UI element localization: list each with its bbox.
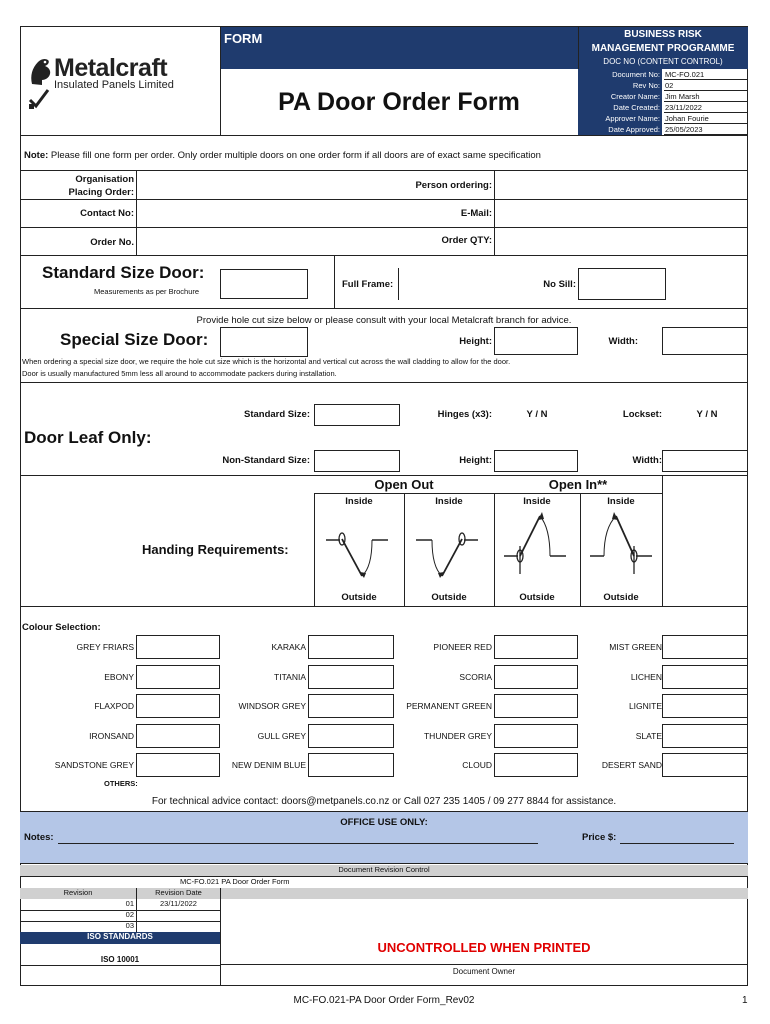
colour-label: SANDSTONE GREY <box>54 760 134 770</box>
open-out-right-diagram[interactable] <box>412 512 484 582</box>
revision-number: 01 <box>125 899 134 908</box>
special-instruction: Provide hole cut size below or please consult with your local Metalcraft branch for advice. <box>196 315 572 326</box>
leaf-height-label: Height: <box>459 455 492 466</box>
certification-mark-icon <box>28 88 50 110</box>
colour-label: NEW DENIM BLUE <box>231 760 306 770</box>
office-use-title: OFFICE USE ONLY: <box>340 817 428 828</box>
meta-label: Date Approved: <box>578 124 662 135</box>
office-notes-input[interactable] <box>58 832 538 844</box>
revision-date <box>136 910 220 921</box>
colour-label: SLATE <box>635 730 662 741</box>
leaf-width-label: Width: <box>632 455 662 466</box>
leaf-nonstandard-label: Non-Standard Size: <box>222 455 310 466</box>
email-label: E-Mail: <box>460 208 492 219</box>
outside-label-4: Outside <box>603 592 639 603</box>
meta-value: 02 <box>664 80 748 91</box>
logo-sub: Insulated Panels Limited <box>54 79 174 91</box>
document-owner-label: Document Owner <box>452 967 516 976</box>
revision-title: Document Revision Control <box>20 865 748 877</box>
person-label: Person ordering: <box>415 180 492 191</box>
colour-checkbox[interactable] <box>136 724 220 748</box>
meta-value: Jim Marsh <box>664 91 748 102</box>
office-notes-label: Notes: <box>24 832 54 843</box>
revision-number: 03 <box>125 921 134 930</box>
colour-checkbox[interactable] <box>136 753 220 777</box>
revision-doc: MC-FO.021 PA Door Order Form <box>180 877 290 886</box>
colour-checkbox[interactable] <box>662 635 748 659</box>
colour-label: THUNDER GREY <box>423 730 492 741</box>
inside-label-2: Inside <box>435 496 463 507</box>
colour-checkbox[interactable] <box>662 753 748 777</box>
logo-name: Metalcraft <box>54 54 168 82</box>
lockset-label: Lockset: <box>622 409 662 420</box>
meta-value: Johan Fourie <box>664 113 748 124</box>
colour-label: WINDSOR GREY <box>238 701 306 711</box>
hinges-label: Hinges (x3): <box>437 409 492 420</box>
revision-date: 23/11/2022 <box>136 899 220 910</box>
note-text: Please fill one form per order. Only order multiple doors on one order form if all doors are of exact same specification <box>48 150 541 161</box>
meta-label: Approver Name: <box>578 113 662 124</box>
colour-checkbox[interactable] <box>494 724 578 748</box>
lion-icon <box>26 54 56 88</box>
colour-label: CLOUD <box>462 760 492 770</box>
note-label: Note: <box>24 150 49 161</box>
programme-line2: MANAGEMENT PROGRAMME <box>591 43 735 54</box>
colour-label: LICHEN <box>630 671 662 682</box>
colour-label: GREY FRIARS <box>76 642 134 652</box>
special-height-input[interactable] <box>494 327 578 355</box>
colour-checkbox[interactable] <box>308 694 394 718</box>
colour-title: Colour Selection: <box>22 622 101 633</box>
colour-label: KARAKA <box>271 642 306 652</box>
leaf-title: Door Leaf Only: <box>24 428 152 447</box>
colour-label: LIGNITE <box>628 701 662 711</box>
meta-row <box>578 124 748 135</box>
contact-label: Contact No: <box>80 208 134 219</box>
special-width-label: Width: <box>608 336 638 347</box>
colour-checkbox[interactable] <box>662 724 748 748</box>
full-frame-label: Full Frame: <box>342 279 394 290</box>
leaf-standard-input[interactable] <box>314 404 400 426</box>
colour-checkbox[interactable] <box>662 665 748 689</box>
colour-checkbox[interactable] <box>136 694 220 718</box>
special-note2: Door is usually manufactured 5mm less all around to accommodate packers during installation. <box>22 369 337 378</box>
meta-row <box>578 69 748 80</box>
revision-header-fill <box>220 888 748 899</box>
outside-label-2: Outside <box>431 592 467 603</box>
open-out-left-diagram[interactable] <box>322 512 394 582</box>
contact-line: For technical advice contact: doors@metpanels.co.nz or Call 027 235 1405 / 09 277 8844 for assistance. <box>151 796 617 807</box>
colour-checkbox[interactable] <box>308 665 394 689</box>
iso-title: ISO STANDARDS <box>20 932 220 944</box>
person-input[interactable] <box>494 171 748 199</box>
special-size-checkbox[interactable] <box>220 327 308 357</box>
colour-checkbox[interactable] <box>308 724 394 748</box>
no-sill-label: No Sill: <box>543 279 576 290</box>
full-frame-input[interactable] <box>398 268 512 300</box>
no-sill-input[interactable] <box>578 268 666 300</box>
colour-label: SCORIA <box>459 671 492 682</box>
page-title: PA Door Order Form <box>278 88 520 116</box>
special-height-label: Height: <box>459 336 492 347</box>
form-label-bar <box>220 27 578 69</box>
colour-checkbox[interactable] <box>494 694 578 718</box>
revision-col-date: Revision Date <box>136 888 220 899</box>
meta-value: 25/05/2023 <box>664 124 748 135</box>
outside-label-3: Outside <box>519 592 555 603</box>
colour-checkbox[interactable] <box>308 753 394 777</box>
colour-checkbox[interactable] <box>662 694 748 718</box>
standard-sub: Measurements as per Brochure <box>94 287 200 296</box>
colour-label: PERMANENT GREEN <box>406 701 492 711</box>
colour-checkbox[interactable] <box>136 635 220 659</box>
leaf-width-input[interactable] <box>662 450 748 472</box>
colour-label: EBONY <box>104 671 134 682</box>
colour-checkbox[interactable] <box>136 665 220 689</box>
colour-checkbox[interactable] <box>308 635 394 659</box>
standard-title: Standard Size Door: <box>42 263 205 282</box>
order-no-label: Order No. <box>90 237 134 248</box>
footer-doc: MC-FO.021-PA Door Order Form_Rev02 <box>293 995 475 1006</box>
open-out-label: Open Out <box>374 477 434 492</box>
note-line <box>24 150 541 161</box>
special-note1: When ordering a special size door, we require the hole cut size which is the horizontal and vertical cut across the wall cladding to allow for the door. <box>22 357 511 366</box>
standard-size-checkbox[interactable] <box>220 269 308 299</box>
order-qty-label: Order QTY: <box>441 235 492 246</box>
meta-label: Creator Name: <box>578 91 662 102</box>
colour-label: FLAXPOD <box>94 701 134 711</box>
inside-label-1: Inside <box>345 496 373 507</box>
inside-label-3: Inside <box>523 496 551 507</box>
meta-label: Rev No: <box>578 80 662 91</box>
meta-row <box>578 80 748 91</box>
programme-line1: BUSINESS RISK <box>624 29 702 40</box>
colour-label: MIST GREEN <box>609 642 662 652</box>
meta-label: Date Created: <box>578 102 662 113</box>
colour-label: PIONEER RED <box>433 642 492 652</box>
lockset-yn[interactable]: Y / N <box>696 409 718 420</box>
order-qty-input[interactable] <box>494 227 748 255</box>
uncontrolled-label: UNCONTROLLED WHEN PRINTED <box>377 940 591 955</box>
open-in-label: Open In** <box>548 477 608 492</box>
revision-number: 02 <box>125 910 134 919</box>
office-price-input[interactable] <box>620 832 734 844</box>
meta-value: 23/11/2022 <box>664 102 748 113</box>
meta-row <box>578 91 748 102</box>
office-price-label: Price $: <box>582 832 617 843</box>
iso-value: ISO 10001 <box>100 955 140 964</box>
revision-col-rev: Revision <box>20 888 136 899</box>
others-label: OTHERS: <box>104 779 138 788</box>
org-input[interactable] <box>136 171 336 199</box>
programme-header <box>578 27 748 57</box>
special-width-input[interactable] <box>662 327 748 355</box>
inside-label-4: Inside <box>607 496 635 507</box>
form-label: FORM <box>224 31 263 46</box>
email-input[interactable] <box>494 199 748 227</box>
colour-label: DESERT SAND <box>601 760 662 770</box>
colour-checkbox[interactable] <box>494 635 578 659</box>
hinges-yn[interactable]: Y / N <box>526 409 548 420</box>
org-label: Organisation Placing Order: <box>68 174 134 198</box>
special-title: Special Size Door: <box>60 330 209 349</box>
colour-label: IRONSAND <box>89 730 134 741</box>
open-in-right-diagram[interactable] <box>586 508 658 582</box>
handing-title: Handing Requirements: <box>142 542 289 557</box>
leaf-height-input[interactable] <box>494 450 578 472</box>
meta-row <box>578 113 748 124</box>
meta-label: Document No: <box>578 69 662 80</box>
meta-row <box>578 102 748 113</box>
colour-label: TITANIA <box>274 671 306 682</box>
revision-date <box>136 921 220 932</box>
leaf-standard-label: Standard Size: <box>244 409 310 420</box>
logo <box>24 52 204 122</box>
leaf-nonstandard-input[interactable] <box>314 450 400 472</box>
contact-input[interactable] <box>136 199 336 227</box>
footer-page: 1 <box>742 995 748 1006</box>
order-no-input[interactable] <box>136 227 336 255</box>
colour-label: GULL GREY <box>257 730 306 741</box>
colour-checkbox[interactable] <box>494 753 578 777</box>
meta-value: MC-FO.021 <box>664 69 748 80</box>
outside-label-1: Outside <box>341 592 377 603</box>
meta-table <box>578 69 748 135</box>
doc-control: DOC NO (CONTENT CONTROL) <box>578 57 748 69</box>
colour-checkbox[interactable] <box>494 665 578 689</box>
open-in-left-diagram[interactable] <box>500 508 572 582</box>
